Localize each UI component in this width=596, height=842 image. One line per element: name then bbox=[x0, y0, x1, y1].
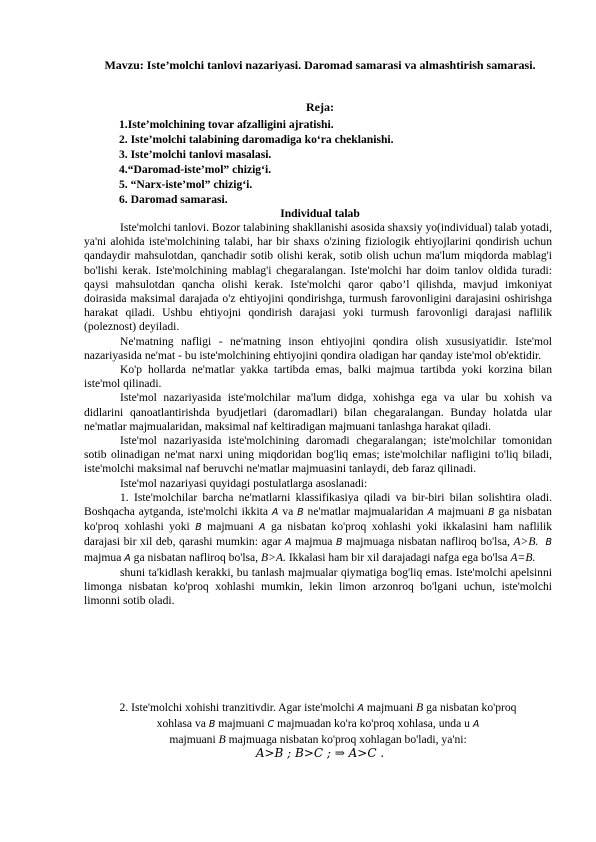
paragraph: shuni ta'kidlash kerakki, bu tanlash majmualar qiymatiga bog'liq emas. Iste'molchi apelsinni limonga nisbatan ko'proq xohlashi mumkin, lekin limon arzonroq bo'lgani uchun, iste'molchi limonni sotib oladi. bbox=[84, 565, 552, 608]
text-run: majmuani bbox=[366, 701, 414, 714]
plan-item: 4.“Daromad-iste’mol” chizig‘i. bbox=[119, 163, 272, 176]
variable-b: B bbox=[336, 537, 343, 549]
text-run: 1. Iste'molchilar barcha ne'matlarni klassifikasiya qiladi va bir-biri bilan solishtira oladi. Boshqacha aytganda, iste'molchi ikkita bbox=[84, 490, 552, 519]
variable-a: A bbox=[285, 537, 292, 549]
text-run: majmua bbox=[84, 550, 122, 564]
text-run: majmuani bbox=[207, 520, 254, 534]
text-run: ne'matlar majmualaridan bbox=[307, 505, 424, 519]
text-run: ga nisbatan ko'proq xohlashi yoki bbox=[84, 505, 552, 534]
variable-a: A bbox=[259, 522, 266, 534]
plan-item: 5. “Narx-iste’mol” chizig‘i. bbox=[119, 178, 253, 191]
paragraph: Iste'molchi tanlovi. Bozor talabining shakllanishi asosida shaxsiy yo(individual) talab yotadi, ya'ni alohida iste'molchining talabi, har bir shaxs o'zining fiziologik ehtiyojlarini qondirish uchun qandaydir mahsulotdan, qanchadir sotib olishi kerak, sotib olish uchun ma'lum miqdorda mablag'i bo'lishi kerak. Iste'molchining mablag'i chegaralangan. Iste'molchi har doim tanlov oldida turadi: qaysi mahsulotdan qancha olishi kerak. Iste'molchi qaror qabo’l qilishda, mavjud imkoniyat doirasida maksimal darajada o'z ehtiyojini qondirishga, turmush farovonligini darajasini oshirishga harakat qiladi. Ushbu ehtiyojni qondirish darajasi yoki turmush farovonligi darajasi naflilik (poleznost) deyiladi. bbox=[84, 221, 552, 334]
paragraph: Iste'mol nazariyasida iste'molchilar ma'lum didga, xohishga ega va ular bu xohish va didlarini qanoatlantirishda byudjetlari (daromadlari) bilan chegaralangan. Bunday holatda ular ne'matlar majmualaridan, maksimal naf keltiradigan majmuani tanlashga harakat qiladi. bbox=[84, 391, 552, 433]
postulate-1-paragraph bbox=[84, 491, 552, 566]
text-run: majmuadan ko'ra ko'proq xohlasa, unda u bbox=[277, 717, 470, 730]
text-run: Ikkalasi ham bir xil darajadagi nafga ega bo'lsa bbox=[288, 550, 508, 564]
text-run: B bbox=[416, 701, 424, 714]
text-run: va bbox=[282, 505, 294, 519]
variable-c: C bbox=[267, 719, 275, 730]
plan-item: 1.Iste’molchining tovar afzalligini ajratishi. bbox=[119, 118, 334, 131]
text-run: majmuani bbox=[169, 733, 216, 746]
text-run: ga nisbatan ko'proq xohlashi yoki ikkalasini ham naflilik darajasi bir xil deb, qarashi mumkin: agar bbox=[84, 520, 552, 549]
text-run: majmuaga nisbatan nafliroq bo'lsa, bbox=[346, 535, 510, 549]
plan-item: 3. Iste’molchi tanlovi masalasi. bbox=[119, 148, 272, 161]
relation: A>B. bbox=[513, 535, 539, 549]
transitivity-formula: A>B ; B>C ; ⇒ A>C . bbox=[255, 746, 385, 760]
relation: A=B. bbox=[510, 550, 536, 564]
relation: B>A. bbox=[261, 550, 286, 564]
body-text bbox=[84, 221, 552, 608]
document-title: Mavzu: Iste’molchi tanlovi nazariyasi. Daromad samarasi va almashtirish samarasi. bbox=[104, 58, 536, 72]
text-run: ga nisbatan nafliroq bo'lsa, bbox=[133, 550, 259, 564]
text-run: majmuani bbox=[218, 717, 265, 730]
paragraph: Iste'mol nazariyasi quyidagi postulatlarga asoslanadi: bbox=[120, 476, 368, 490]
variable-b: B bbox=[297, 507, 304, 519]
text-run: ga nisbatan ko'proq xohlasa va bbox=[156, 701, 517, 730]
paragraph: Ko'p hollarda ne'matlar yakka tartibda emas, balki majmua tartibda yoki korzina bilan iste'mol qilinadi. bbox=[84, 363, 552, 391]
variable-b: B bbox=[195, 522, 202, 534]
variable-a: A bbox=[427, 507, 434, 519]
plan-item: 2. Iste’molchi talabining daromadiga ko‘ra cheklanishi. bbox=[119, 133, 394, 146]
postulate-2-paragraph bbox=[108, 700, 528, 747]
variable-b: B bbox=[488, 507, 495, 519]
text-run: majmua bbox=[295, 535, 333, 549]
variable-b: B bbox=[545, 537, 552, 549]
text-run: majmuani bbox=[437, 505, 485, 519]
plan-item: 6. Daromad samarasi. bbox=[119, 193, 228, 206]
text-run: majmuaga nisbatan ko'proq xohlagan bo'ladi, ya'ni: bbox=[228, 733, 467, 746]
variable-a: A bbox=[271, 507, 279, 519]
variable-a: A bbox=[124, 552, 131, 564]
section-heading: Individual talab bbox=[280, 207, 360, 220]
variable-a: A bbox=[357, 703, 364, 714]
text-run: B bbox=[218, 733, 226, 746]
paragraph: Ne'matning nafligi - ne'matning inson ehtiyojini qondira olish xususiyatidir. Iste'mol nazariyasida ne'mat - bu iste'molchining ehtiyojini qondira oladigan har qanday iste'mol ob'ektidir. bbox=[84, 334, 552, 362]
plan-list bbox=[119, 117, 394, 207]
paragraph: Iste'mol nazariyasida iste'molchining daromadi chegaralangan; iste'molchilar tomonidan sotib olinadigan ne'mat narxi uning miqdoridan bog'liq emas; iste'molchilar nafligini to'liq biladi, iste'molchi maksimal naf beruvchi ne'matlar majmuasini tanlaydi, deb faraz qilinadi. bbox=[84, 434, 552, 476]
variable-a: A bbox=[472, 719, 480, 730]
variable-b: B bbox=[208, 719, 216, 730]
text-run: 2. Iste'molchi xohishi tranzitivdir. Agar iste'molchi bbox=[119, 701, 355, 714]
plan-heading: Reja: bbox=[306, 100, 334, 114]
